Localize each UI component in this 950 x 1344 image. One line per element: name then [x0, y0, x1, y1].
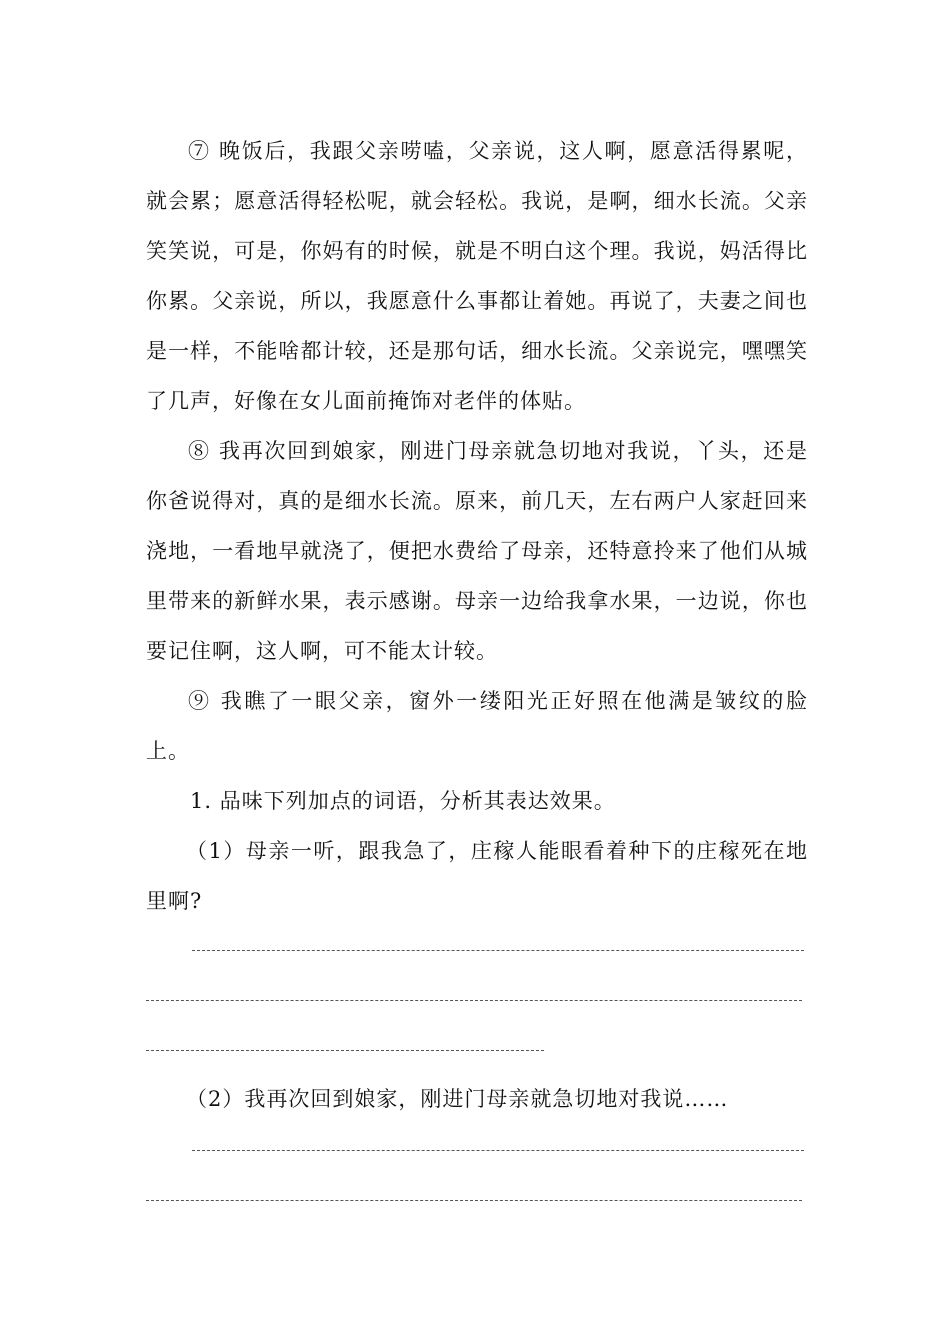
answer-line-2b[interactable] [146, 1200, 802, 1201]
paragraph-9: ⑨ 我瞧了一眼父亲，窗外一缕阳光正好照在他满是皱纹的脸上。 [146, 689, 808, 763]
paragraph-7: ⑦ 晚饭后，我跟父亲唠嗑，父亲说，这人啊，愿意活得累呢，就会累；愿意活得轻松呢，就会轻松。我说，是啊，细水长流。父亲笑笑说，可是，你妈有的时候，就是不明白这个理。我说，妈活得比你累。父亲说，所以，我愿意什么事都让着她。再说了，夫妻之间也是一样，不能啥都计较，还是那句话，细水长流。父亲说完，嘿嘿笑了几声，好像在女儿面前掩饰对老伴的体贴。 [146, 139, 808, 413]
paragraph-8: ⑧ 我再次回到娘家，刚进门母亲就急切地对我说，丫头，还是你爸说得对，真的是细水长流。原来，前几天，左右两户人家赶回来浇地，一看地早就浇了，便把水费给了母亲，还特意拎来了他们从城里带来的新鲜水果，表示感谢。母亲一边给我拿水果，一边说，你也要记住啊，这人啊，可不能太计较。 [146, 439, 808, 663]
answer-line-1c[interactable] [146, 1050, 544, 1051]
question-heading: 1. 品味下列加点的词语，分析其表达效果。 [190, 789, 616, 813]
answer-line-1b[interactable] [146, 1000, 802, 1001]
question-item-2: （2）我再次回到娘家，刚进门母亲就急切地对我说…… [186, 1087, 729, 1111]
question-item-1: （1）母亲一听，跟我急了，庄稼人能眼看着种下的庄稼死在地里啊? [146, 839, 808, 913]
answer-line-1a[interactable] [192, 950, 804, 951]
answer-line-2a[interactable] [192, 1150, 804, 1151]
